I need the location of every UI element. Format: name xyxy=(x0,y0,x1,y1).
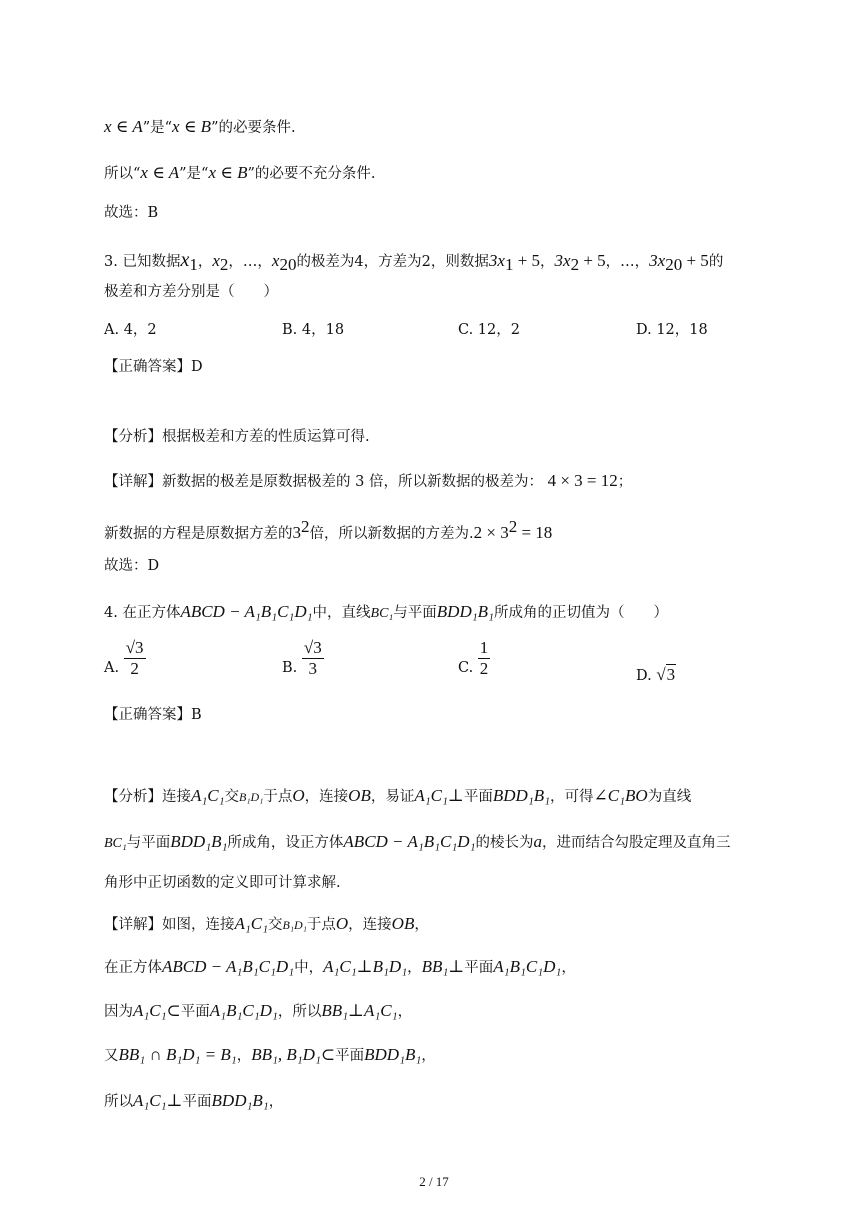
q4-detail-3: 因为A₁C₁⊂平面A₁B₁C₁D₁，所以BB₁⊥A₁C₁， xyxy=(104,1001,413,1020)
page-number: 2 / 17 xyxy=(419,1174,449,1189)
q4-option-c: C. $\frac{1}{2}$ xyxy=(458,638,489,678)
text-line-1: x ∈ A”是“x ∈ B”的必要条件. xyxy=(104,117,296,136)
q4-analysis-1: 【分析】连接A₁C₁交B₁D₁于点O，连接OB，易证A₁C₁⊥平面BDD₁B₁，可得∠C₁BO为直线 xyxy=(104,786,692,805)
q3-answer: 【正确答案】D xyxy=(104,359,203,375)
q3-option-a: A. 4，2 xyxy=(104,322,157,338)
math-range-calc: 4 × 3 = 12 xyxy=(547,471,618,490)
math-x-in-b: x ∈ B xyxy=(172,117,212,136)
q3-option-c: C. 12，2 xyxy=(458,322,520,338)
text-line-3: 故选：B xyxy=(104,205,159,221)
question-3-stem: 3. 已知数据$x_1$，$x_2$，…，$x_{20}$的极差为4，方差为2，则数据$3x_1 + 5$，$3x_2 + 5$，…，$3x_{20} + 5$的 xyxy=(104,249,724,274)
question-4-stem: 4. 在正方体ABCD − A₁B₁C₁D₁中，直线BC₁与平面BDD₁B₁所成角的正切值为（ ） xyxy=(104,602,668,621)
math-x-in-a: x ∈ A xyxy=(104,117,143,136)
question-3-stem-line2: 极差和方差分别是（ ） xyxy=(104,284,278,300)
q3-option-b: B. 4，18 xyxy=(282,322,345,338)
q4-option-a: A. $\frac{√3}{2}$ xyxy=(104,638,144,678)
q3-select: 故选：D xyxy=(104,558,160,574)
q4-detail-5: 所以A₁C₁⊥平面BDD₁B₁， xyxy=(104,1091,284,1110)
q3-detail-2: 新数据的方程是原数据方差的$3^2$倍，所以新数据的方差为$.2 \times 3^2 = 18$ xyxy=(104,517,553,542)
q3-analysis: 【分析】根据极差和方差的性质运算可得. xyxy=(104,429,370,445)
q4-analysis-2: BC₁与平面BDD₁B₁所成角，设正方体ABCD − A₁B₁C₁D₁的棱长为a，进而结合勾股定理及直角三 xyxy=(104,832,731,851)
q4-detail-1: 【详解】如图，连接A₁C₁交B₁D₁于点O，连接OB， xyxy=(104,914,429,933)
q4-detail-4: 又BB₁ ∩ B₁D₁ = B₁，BB₁, B₁D₁⊂平面BDD₁B₁， xyxy=(104,1045,436,1064)
q4-answer: 【正确答案】B xyxy=(104,707,202,723)
q3-detail-1: 【详解】新数据的极差是原数据极差的 3 倍，所以新数据的极差为： 4 × 3 = 12； xyxy=(104,471,633,490)
text-line-2: 所以“x ∈ A”是“x ∈ B”的必要不充分条件. xyxy=(104,163,376,182)
q4-analysis-3: 角形中正切函数的定义即可计算求解. xyxy=(104,875,341,891)
q4-detail-2: 在正方体ABCD − A₁B₁C₁D₁中，A₁C₁⊥B₁D₁，BB₁⊥平面A₁B₁C₁D₁， xyxy=(104,957,576,976)
q4-option-b: B. $\frac{√3}{3}$ xyxy=(282,638,322,678)
q3-option-d: D. 12，18 xyxy=(636,322,708,338)
q4-option-d: D. √3 xyxy=(636,665,676,684)
